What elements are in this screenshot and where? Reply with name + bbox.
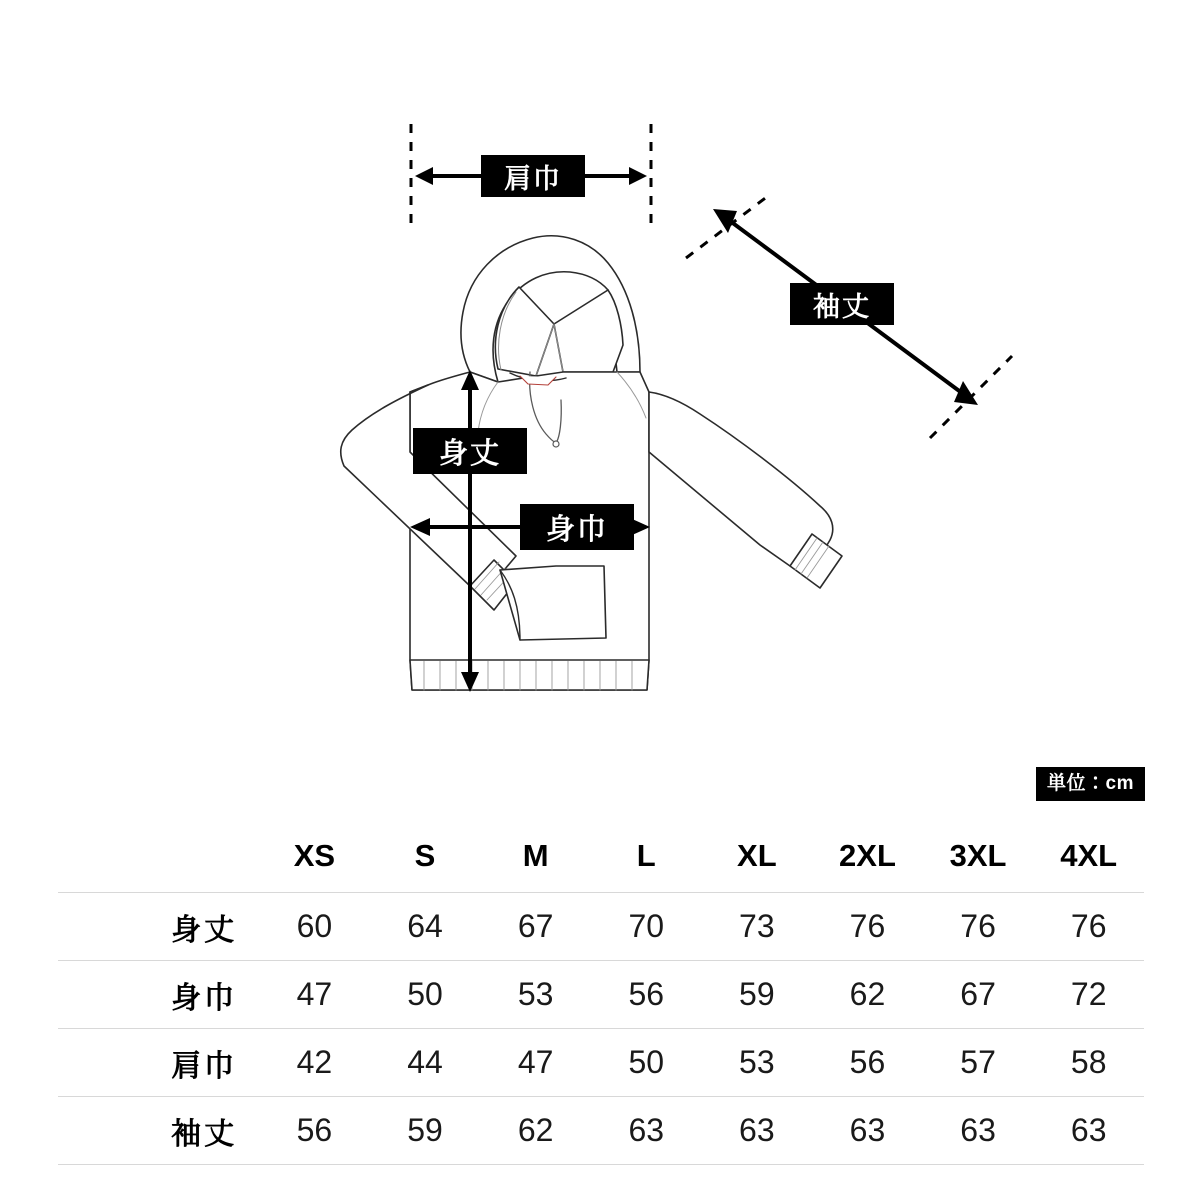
bottom-hem — [410, 660, 649, 690]
cell-body-width-xs: 47 — [296, 976, 333, 1012]
cell-shoulder-width-m: 47 — [517, 1044, 554, 1080]
column-header-s: S — [370, 820, 481, 893]
cell-body-length-m: 67 — [517, 908, 554, 944]
sleeve-arrow-head-bottom — [954, 381, 978, 405]
cell-body-width-4xl: 72 — [1070, 976, 1107, 1012]
unit-badge: 単位：cm — [1036, 767, 1145, 801]
column-header-xs: XS — [259, 820, 370, 893]
corner-cell — [58, 820, 259, 893]
cell-sleeve-length-l: 63 — [628, 1112, 665, 1148]
cell-body-width-m: 53 — [517, 976, 554, 1012]
column-header-4xl: 4XL — [1033, 820, 1144, 893]
cell-body-width-xl: 59 — [739, 976, 775, 1012]
cell-body-length-2xl: 76 — [849, 908, 886, 944]
cell-sleeve-length-3xl: 63 — [960, 1112, 996, 1148]
cell-body-length-4xl: 76 — [1070, 908, 1107, 944]
column-header-2xl: 2XL — [812, 820, 923, 893]
cell-body-width-l: 56 — [628, 976, 665, 1012]
cell-shoulder-width-4xl: 58 — [1070, 1044, 1107, 1080]
cell-sleeve-length-2xl: 63 — [849, 1112, 886, 1148]
cell-shoulder-width-3xl: 57 — [960, 1044, 996, 1080]
cell-sleeve-length-xl: 63 — [739, 1112, 775, 1148]
cell-body-width-3xl: 67 — [960, 976, 996, 1012]
label-sleeve-length: 袖丈 — [790, 283, 894, 325]
cell-body-width-2xl: 62 — [849, 976, 886, 1012]
size-chart-table — [58, 820, 1144, 1165]
table-row — [58, 1097, 1144, 1165]
cell-sleeve-length-m: 62 — [517, 1112, 554, 1148]
table-header-row — [58, 820, 1144, 893]
row-header-shoulder-width: 肩巾 — [171, 1049, 238, 1083]
column-header-l: L — [591, 820, 702, 893]
row-header-sleeve-length: 袖丈 — [171, 1117, 238, 1151]
cell-shoulder-width-s: 44 — [407, 1044, 443, 1080]
cell-body-width-s: 50 — [407, 976, 443, 1012]
shoulder-arrow-head-right — [629, 167, 647, 185]
hood-inner-right — [554, 290, 623, 372]
shoulder-arrow-head-left — [415, 167, 433, 185]
table-row — [58, 893, 1144, 961]
label-body-length: 身丈 — [413, 428, 527, 474]
drawstring-tip — [553, 441, 559, 447]
table-row — [58, 961, 1144, 1029]
cell-shoulder-width-l: 50 — [628, 1044, 665, 1080]
label-shoulder-width: 肩巾 — [481, 155, 585, 197]
cell-shoulder-width-xs: 42 — [296, 1044, 333, 1080]
column-header-m: M — [480, 820, 591, 893]
table-row — [58, 1029, 1144, 1097]
row-header-body-length: 身丈 — [171, 913, 238, 947]
size-chart-body — [58, 893, 1144, 1165]
label-body-width: 身巾 — [520, 504, 634, 550]
cell-sleeve-length-s: 59 — [407, 1112, 443, 1148]
cell-body-length-xl: 73 — [739, 908, 775, 944]
cell-body-length-l: 70 — [628, 908, 665, 944]
cell-shoulder-width-xl: 53 — [739, 1044, 775, 1080]
cell-body-length-xs: 60 — [296, 908, 333, 944]
row-header-body-width: 身巾 — [171, 981, 238, 1015]
cell-sleeve-length-4xl: 63 — [1070, 1112, 1107, 1148]
column-header-3xl: 3XL — [923, 820, 1034, 893]
cell-body-length-s: 64 — [407, 908, 443, 944]
cell-shoulder-width-2xl: 56 — [849, 1044, 886, 1080]
column-header-xl: XL — [702, 820, 813, 893]
cell-sleeve-length-xs: 56 — [296, 1112, 333, 1148]
cell-body-length-3xl: 76 — [960, 908, 996, 944]
size-chart-header — [58, 820, 1144, 893]
